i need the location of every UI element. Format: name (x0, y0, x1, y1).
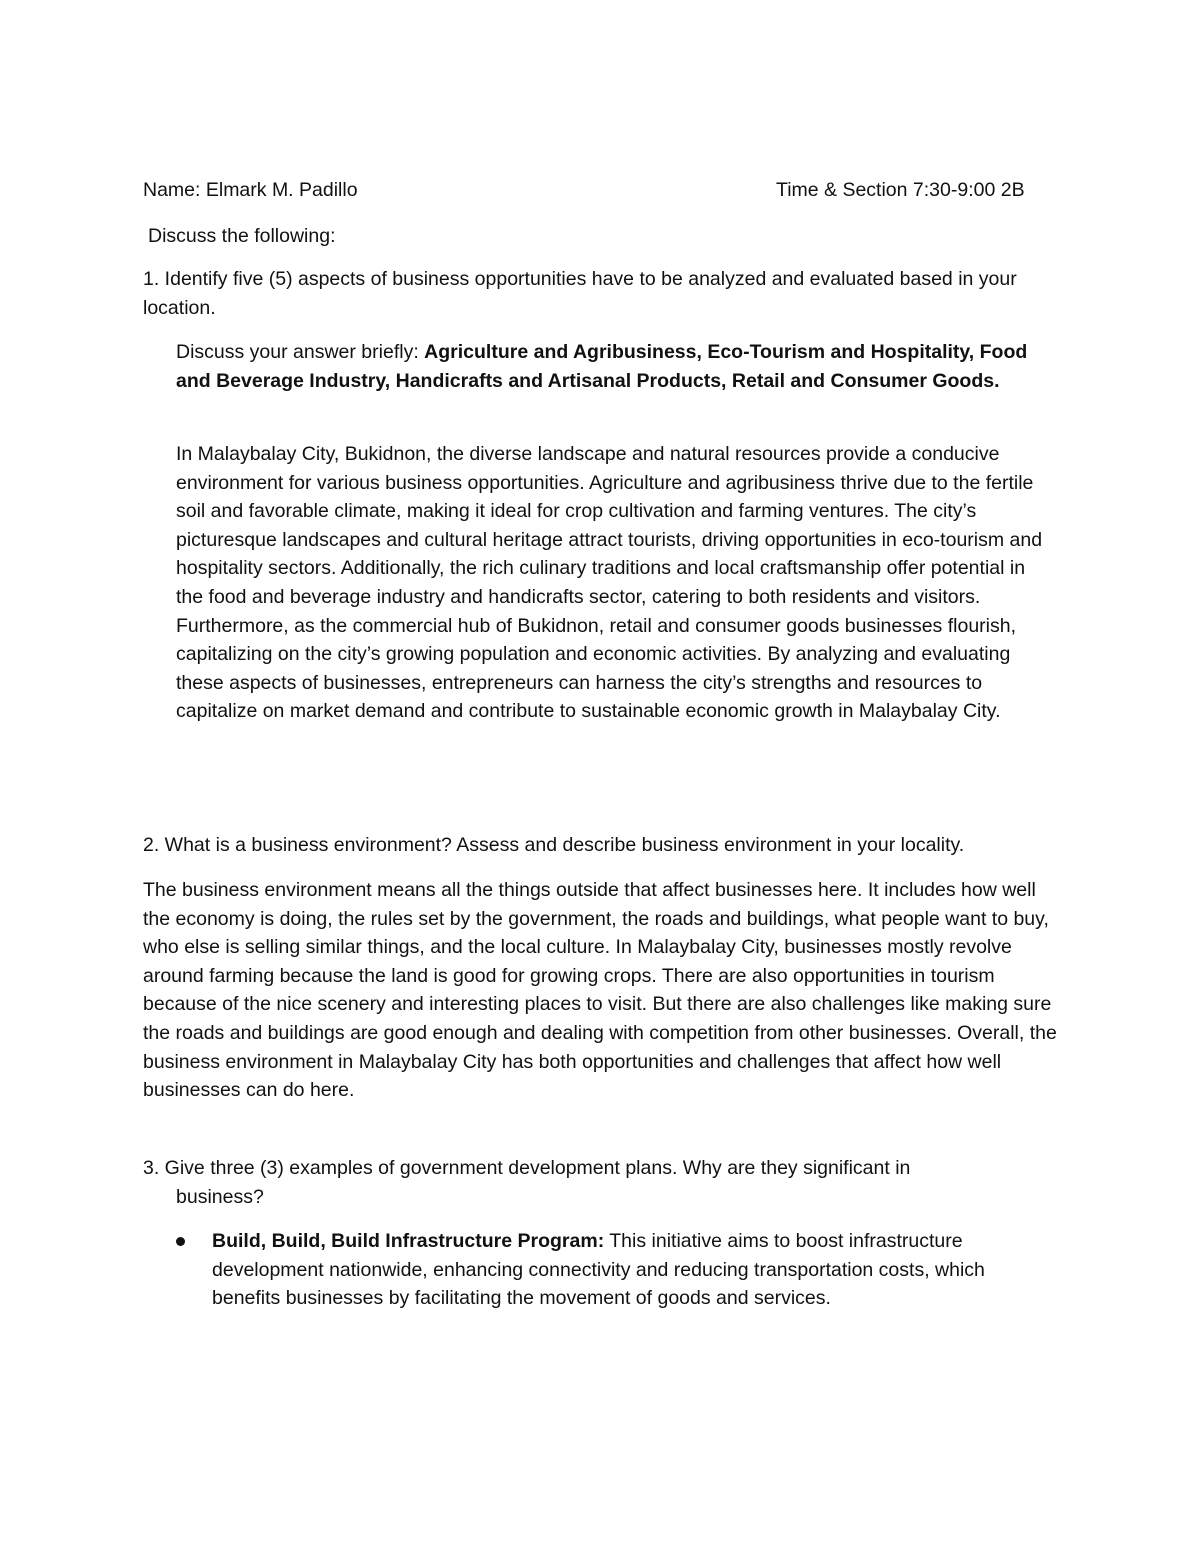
question-1-paragraph: In Malaybalay City, Bukidnon, the diverse landscape and natural resources provide a conducive environment for various business opportunities. Agriculture and agribusiness thrive due to the fertile soil and favorable climate, making it ideal for crop cultivation and farming ventures. The city’s picturesque landscapes and cultural heritage attract tourists, driving opportunities in eco-tourism and hospitality sectors. Additionally, the rich culinary traditions and local craftsmanship offer potential in the food and beverage industry and handicrafts sector, catering to both residents and visitors. Furthermore, as the commercial hub of Bukidnon, retail and consumer goods businesses flourish, capitalizing on the city’s growing population and economic activities. By analyzing and evaluating these aspects of businesses, entrepreneurs can harness the city’s strengths and resources to capitalize on market demand and contribute to sustainable economic growth in Malaybalay City. (176, 443, 1043, 723)
question-2-paragraph: The business environment means all the things outside that affect businesses here. It includes how well the economy is doing, the rules set by the government, the roads and buildings, what people want to buy, who else is selling similar things, and the local culture. In Malaybalay City, businesses mostly revolve around farming because the land is good for growing crops. There are also opportunities in tourism because of the nice scenery and interesting places to visit. But there are also challenges like making sure the roads and buildings are good enough and dealing with competition from other businesses. Overall, the business environment in Malaybalay City has both opportunities and challenges that affect how well businesses can do here. (143, 879, 1057, 1102)
instructions: Discuss the following: (148, 225, 336, 247)
answer-lead: Discuss your answer briefly: (176, 341, 425, 363)
answer-aspects: Agriculture and Agribusiness, Eco-Tourism and Hospitality, Food and Beverage Industry, Handicrafts and Artisanal Products, Retail and Consumer Goods. (176, 341, 1028, 392)
question-3-line-1: 3. Give three (3) examples of government development plans. Why are they significant in (143, 1157, 911, 1179)
question-1-answer-summary (176, 338, 1056, 395)
plan-title: Build, Build, Build Infrastructure Program: (212, 1230, 605, 1252)
bullet-icon (176, 1237, 185, 1246)
question-1: 1. Identify five (5) aspects of business opportunities have to be analyzed and evaluated based in your location. (143, 268, 1017, 319)
question-2: 2. What is a business environment? Assess and describe business environment in your locality. (143, 834, 965, 856)
student-name: Name: Elmark M. Padillo (143, 179, 358, 201)
plan-description: This initiative aims to boost infrastructure development nationwide, enhancing connectivity and reducing transportation costs, which benefits businesses by facilitating the movement of goods and services. (212, 1230, 985, 1310)
question-3 (143, 1154, 1023, 1211)
question-3-line-2: business? (176, 1185, 264, 1208)
plans-list (176, 1227, 1056, 1313)
time-section: Time & Section 7:30-9:00 2B (776, 179, 1025, 201)
list-item (176, 1227, 1056, 1313)
